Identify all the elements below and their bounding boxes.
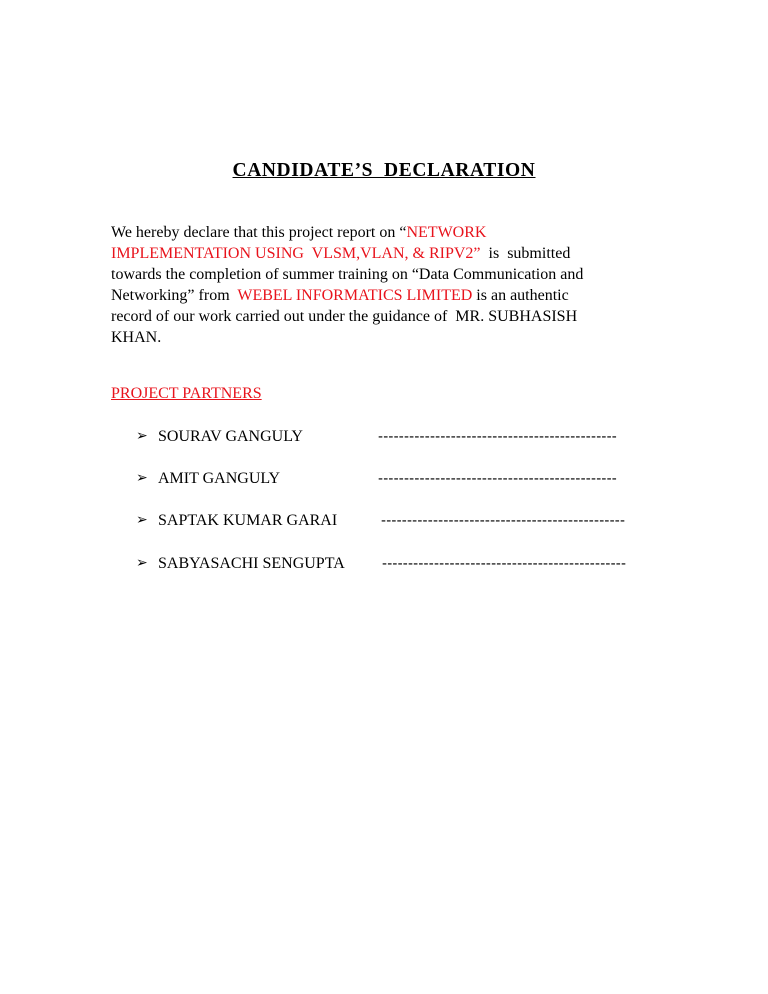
project-title-highlight: NETWORK (406, 224, 487, 241)
partner-name: SAPTAK KUMAR GARAI (158, 512, 338, 529)
partner-row (136, 426, 617, 448)
declaration-text: is an authentic (472, 287, 569, 304)
declaration-line-1 (111, 222, 671, 243)
declaration-text: is submitted (480, 245, 571, 262)
partner-name: AMIT GANGULY (158, 470, 281, 487)
declaration-paragraph (111, 222, 671, 348)
arrow-bullet-icon: ➢ (136, 429, 148, 444)
partner-name: SOURAV GANGULY (158, 428, 303, 445)
declaration-line-2 (111, 243, 671, 264)
partner-row (136, 553, 627, 575)
partner-row (136, 510, 626, 532)
arrow-bullet-icon: ➢ (136, 471, 148, 486)
page-title: CANDIDATE’S DECLARATION (232, 160, 536, 181)
arrow-bullet-icon: ➢ (136, 556, 148, 571)
signature-line: ----------------------------------------------- (381, 512, 626, 529)
signature-line: ---------------------------------------------- (378, 470, 617, 487)
project-title-highlight: IMPLEMENTATION USING VLSM,VLAN, & RIPV2” (111, 245, 481, 262)
partners-heading: PROJECT PARTNERS (111, 385, 262, 402)
declaration-line-3: towards the completion of summer training on “Data Communication and (111, 266, 584, 283)
signature-line: ---------------------------------------------- (378, 428, 617, 445)
arrow-bullet-icon: ➢ (136, 513, 148, 528)
declaration-text: We hereby declare that this project report on “ (111, 224, 407, 241)
declaration-line-6: KHAN. (111, 329, 162, 346)
declaration-line-4 (111, 285, 671, 306)
declaration-line-5: record of our work carried out under the guidance of MR. SUBHASISH (111, 308, 578, 325)
signature-line: ----------------------------------------------- (382, 555, 627, 572)
declaration-text: Networking” from (111, 287, 238, 304)
organization-highlight: WEBEL INFORMATICS LIMITED (237, 287, 473, 304)
partner-row (136, 468, 617, 490)
partner-name: SABYASACHI SENGUPTA (158, 555, 345, 572)
